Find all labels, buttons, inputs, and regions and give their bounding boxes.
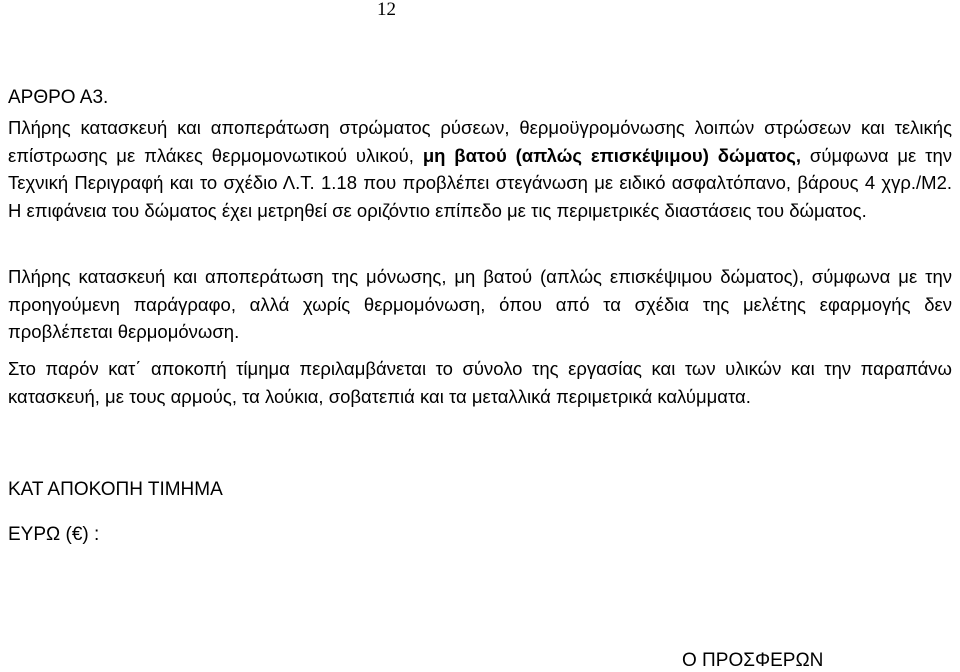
paragraph-1-text-end: σύμφωνα με την Τεχνική Περιγραφή και το σχέδιο Λ.Τ. 1.18 που προβλέπει στεγάνωση με ειδικό ασφαλτόπανο, βάρους 4 χγρ./Μ2. Η επιφάνεια του δώματος έχει μετρηθεί σε οριζόντιο επίπεδο με τις περιμετρικές διαστάσεις του δώματος. [8,144,952,221]
page-number: 12 [377,0,396,20]
lump-sum-label: ΚΑΤ ΑΠΟΚΟΠΗ ΤΙΜΗΜΑ [8,479,223,500]
price-label: ΕΥΡΩ (€) : [8,524,100,545]
offerer-label: Ο ΠΡΟΣΦΕΡΩΝ [682,650,824,671]
article-paragraph-2: Πλήρης κατασκευή και αποπεράτωση της μόνωσης, μη βατού (απλώς επισκέψιμου δώματος), σύμφωνα με την προηγούμενη παράγραφο, αλλά χωρίς θερμομόνωση, όπου από τα σχέδια της μελέτης εφαρμογής δεν προβλέπεται θερμομόνωση. [8,266,952,342]
article-paragraph-1 [8,114,952,224]
paragraph-1-emphasis: μη βατού (απλώς επισκέψιμου) δώματος, [422,144,802,166]
paragraph-1-text-start: Πλήρης κατασκευή και αποπεράτωση στρώματος ρύσεων, θερμοϋγρομόνωσης λοιπών στρώσεων και τελικής επίστρωσης με πλάκες θερμομονωτικού υλικού, [8,117,952,166]
article-title: ΑΡΘΡΟ Α3. [8,87,109,108]
article-paragraph-3: Στο παρόν κατ΄ αποκοπή τίμημα περιλαμβάνεται το σύνολο της εργασίας και των υλικών και την παραπάνω κατασκευή, με τους αρμούς, τα λούκια, σοβατεπιά και τα μεταλλικά περιμετρικά καλύμματα. [8,358,952,407]
